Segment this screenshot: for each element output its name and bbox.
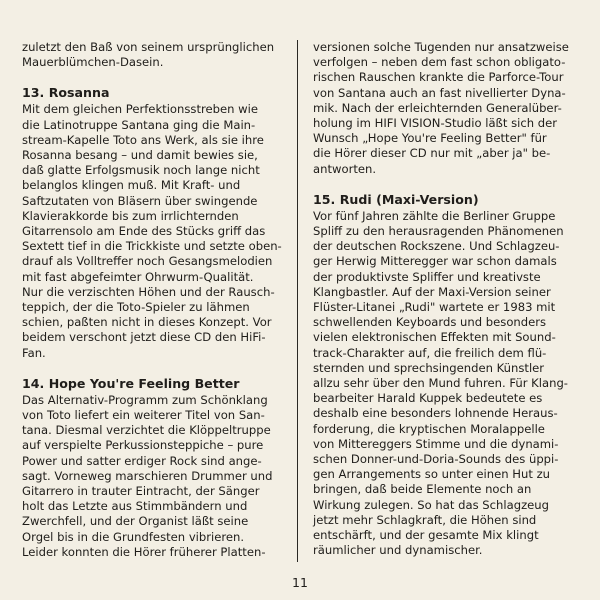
text-line: tana. Diesmal verzichtet die Klöppeltruppe [22,423,271,438]
section-13-paragraph [22,102,294,360]
text-line: Mauerblümchen-Dasein. [22,55,164,70]
text-line: sagt. Vorneweg marschieren Drummer und [22,468,273,483]
text-line: Leider konnten die Hörer früherer Platten- [22,544,266,559]
text-line: Nur die verzischten Höhen und der Rausch- [22,284,275,299]
text-line: Orgel bis in die Grundfesten vibrieren. [22,529,245,544]
text-line: verfolgen – neben dem fast schon obligato- [313,55,566,70]
text-line: mit fast abgefeimter Ohrwurm-Qualität. [22,269,254,284]
text-line: auf verspielte Perkussionsteppiche – pure [22,438,264,453]
section-15-paragraph [313,209,585,559]
text-line: zuletzt den Baß von seinem ursprünglichen [22,40,275,54]
text-line: Saftzutaten von Bläsern über swingende [22,193,258,208]
text-line: jetzt mehr Schlagkraft, die Höhen sind [313,512,537,527]
text-line: der deutschen Rockszene. Und Schlagzeu- [313,239,560,254]
text-line: schien, paßten nicht in dieses Konzept. Vor [22,315,272,330]
text-line: Gitarrensolo am Ende des Stücks griff das [22,224,266,239]
text-line: schen Donner-und-Doria-Sounds des üppi- [313,452,559,467]
text-line: von Toto liefert ein weiterer Titel von San- [22,408,265,423]
text-line: antworten. [313,161,377,176]
text-line: Vor fünf Jahren zählte die Berliner Gruppe [313,208,556,223]
text-line: Das Alternativ-Programm zum Schönklang [22,392,268,407]
text-line: gen Arrangements so unter einen Hut zu [313,467,551,482]
left-column [22,40,294,560]
right-column [313,40,585,559]
text-line: bearbeiter Harald Kuppek bedeutete es [313,391,543,406]
text-line: vielen elektronischen Effekten mit Sound- [313,330,556,345]
text-line: mik. Nach der erleichternden Generalüber- [313,100,562,115]
column-divider [297,40,298,562]
text-line: daß glatte Erfolgsmusik noch lange nicht [22,163,260,178]
text-line: stream-Kapelle Toto ans Werk, als sie ihre [22,132,264,147]
text-line: die Latinotruppe Santana ging die Main- [22,117,256,132]
text-line: Power und satter erdiger Rock sind ange- [22,453,262,468]
text-line: Flüster-Litanei „Rudi" wartete er 1983 mit [313,300,556,315]
text-line: deshalb eine besonders lohnende Heraus- [313,406,558,421]
text-line: Wunsch „Hope You're Feeling Better" für [313,131,547,146]
continuation-paragraph [313,40,585,177]
text-line: Fan. [22,345,46,360]
intro-paragraph [22,40,294,70]
text-line: Klavierakkorde bis zum irrlichternden [22,208,239,223]
text-line: sternden und sprechsingenden Künstler [313,360,545,375]
text-line: belanglos klingen muß. Mit Kraft- und [22,178,241,193]
section-14-paragraph [22,393,294,560]
text-line: von Mittereggers Stimme und die dynami- [313,436,559,451]
text-line: Zwerchfell, und der Organist läßt seine [22,514,249,529]
text-line: allzu sehr über den Mund fuhren. Für Klang- [313,376,568,391]
text-line: ger Herwig Mitteregger war schon damals [313,254,557,269]
text-line: drauf als Volltreffer noch Gesangsmelodien [22,254,273,269]
text-line: bringen, daß beide Elemente noch an [313,482,532,497]
text-line: die Hörer dieser CD nur mit „aber ja" be- [313,146,551,161]
text-line: Rosanna besang – und damit bewies sie, [22,148,258,163]
text-line: teppich, der die Toto-Spieler zu lähmen [22,300,250,315]
section-heading-14: 14. Hope You're Feeling Better [22,375,240,391]
text-line: entschärft, und der gesamte Mix klingt [313,528,539,543]
text-line: Wirkung zulegen. So hat das Schlagzeug [313,497,549,512]
section-heading-15: 15. Rudi (Maxi-Version) [313,191,479,207]
page-number: 11 [292,575,308,590]
text-line: räumlicher und dynamischer. [313,543,483,558]
text-line: holung im HIFI VISION-Studio läßt sich der [313,116,558,131]
text-line: Klangbastler. Auf der Maxi-Version seiner [313,284,551,299]
text-line: beidem verschont jetzt diese CD den HiFi- [22,330,266,345]
text-line: track-Charakter auf, die freilich dem flü- [313,345,547,360]
text-line: Gitarrero in trauter Eintracht, der Sänger [22,484,260,499]
text-line: forderung, die kryptischen Moralappelle [313,421,545,436]
text-line: versionen solche Tugenden nur ansatzweise [313,40,569,54]
text-line: rischen Rauschen krankte die Parforce-Tour [313,70,564,85]
text-line: von Santana auch an fast nivellierter Dyna- [313,85,566,100]
section-heading-13: 13. Rosanna [22,85,110,101]
text-line: Spliff zu den herausragenden Phänomenen [313,224,564,239]
text-line: Sextett tief in die Trickkiste und setzte oben- [22,239,282,254]
text-line: schwellenden Keyboards und besonders [313,315,547,330]
text-line: Mit dem gleichen Perfektionsstreben wie [22,102,258,117]
text-line: holt das Letzte aus Stimmbändern und [22,499,248,514]
text-line: der produktivste Spliffer und kreativste [313,269,541,284]
